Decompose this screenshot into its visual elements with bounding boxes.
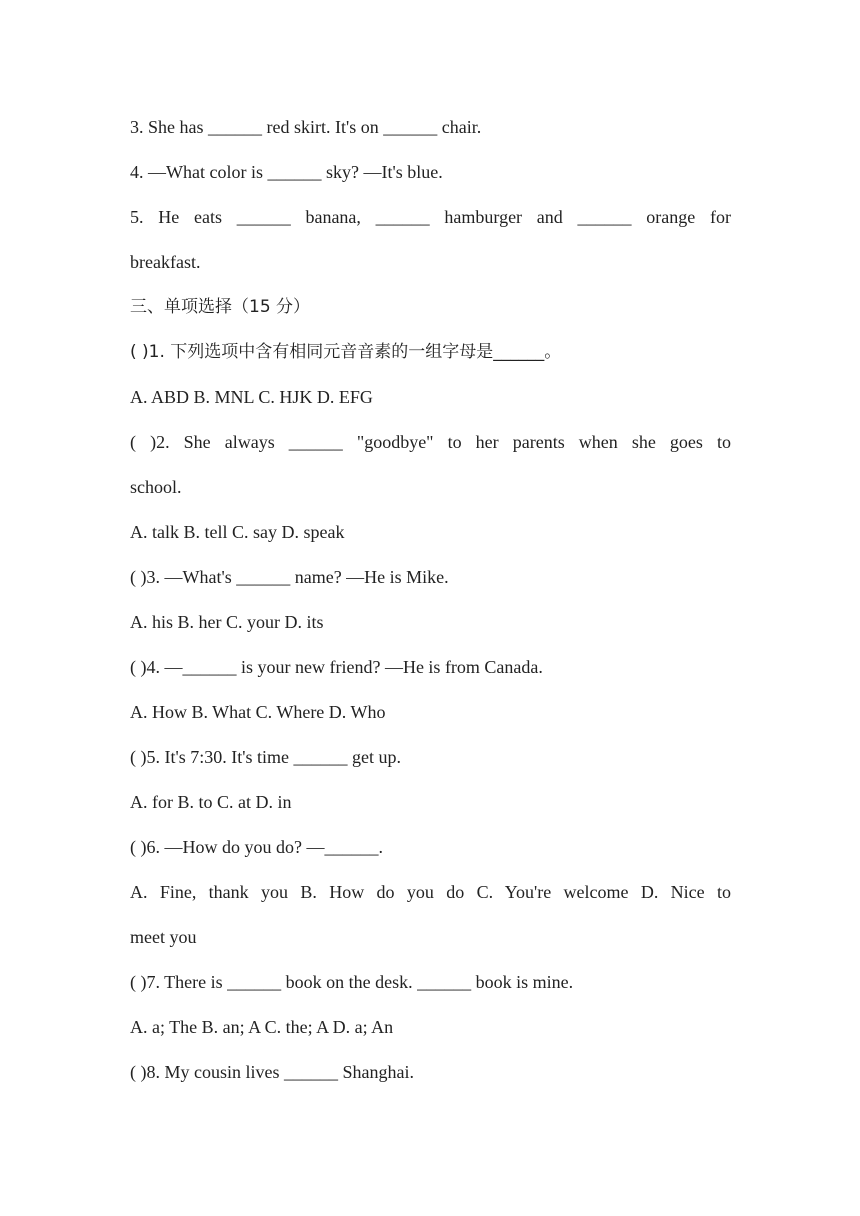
choice-4-options: A. How B. What C. Where D. Who bbox=[130, 702, 386, 722]
question-5-line: 5. He eats ______ banana, ______ hamburger and ______ orange for bbox=[130, 207, 731, 227]
choice-3-question: ( )3. —What's ______ name? —He is Mike. bbox=[130, 567, 449, 587]
question-3-line: 3. She has ______ red skirt. It's on ______ chair. bbox=[130, 117, 482, 137]
choice-2-question: ( )2. She always ______ "goodbye" to her parents when she goes to bbox=[130, 432, 731, 452]
worksheet-page bbox=[130, 105, 731, 1095]
choice-8-question: ( )8. My cousin lives ______ Shanghai. bbox=[130, 1062, 414, 1082]
choice-6-options: A. Fine, thank you B. How do you do C. You're welcome D. Nice to bbox=[130, 882, 731, 902]
choice-2-options: A. talk B. tell C. say D. speak bbox=[130, 522, 345, 542]
choice-5-question: ( )5. It's 7:30. It's time ______ get up. bbox=[130, 747, 401, 767]
choice-5-options: A. for B. to C. at D. in bbox=[130, 792, 292, 812]
choice-6-options-continuation: meet you bbox=[130, 927, 197, 947]
question-4-line: 4. —What color is ______ sky? —It's blue. bbox=[130, 162, 443, 182]
choice-1-options: A. ABD B. MNL C. HJK D. EFG bbox=[130, 387, 373, 407]
choice-2-continuation: school. bbox=[130, 477, 182, 497]
question-5-continuation: breakfast. bbox=[130, 252, 201, 272]
choice-7-options: A. a; The B. an; A C. the; A D. a; An bbox=[130, 1017, 394, 1037]
section-heading: 三、单项选择（15 分） bbox=[130, 297, 311, 317]
choice-1-question: ( )1. 下列选项中含有相同元音音素的一组字母是______。 bbox=[130, 342, 562, 362]
choice-7-question: ( )7. There is ______ book on the desk. ______ book is mine. bbox=[130, 972, 574, 992]
choice-4-question: ( )4. —______ is your new friend? —He is from Canada. bbox=[130, 657, 543, 677]
choice-3-options: A. his B. her C. your D. its bbox=[130, 612, 324, 632]
choice-6-question: ( )6. —How do you do? —______. bbox=[130, 837, 383, 857]
